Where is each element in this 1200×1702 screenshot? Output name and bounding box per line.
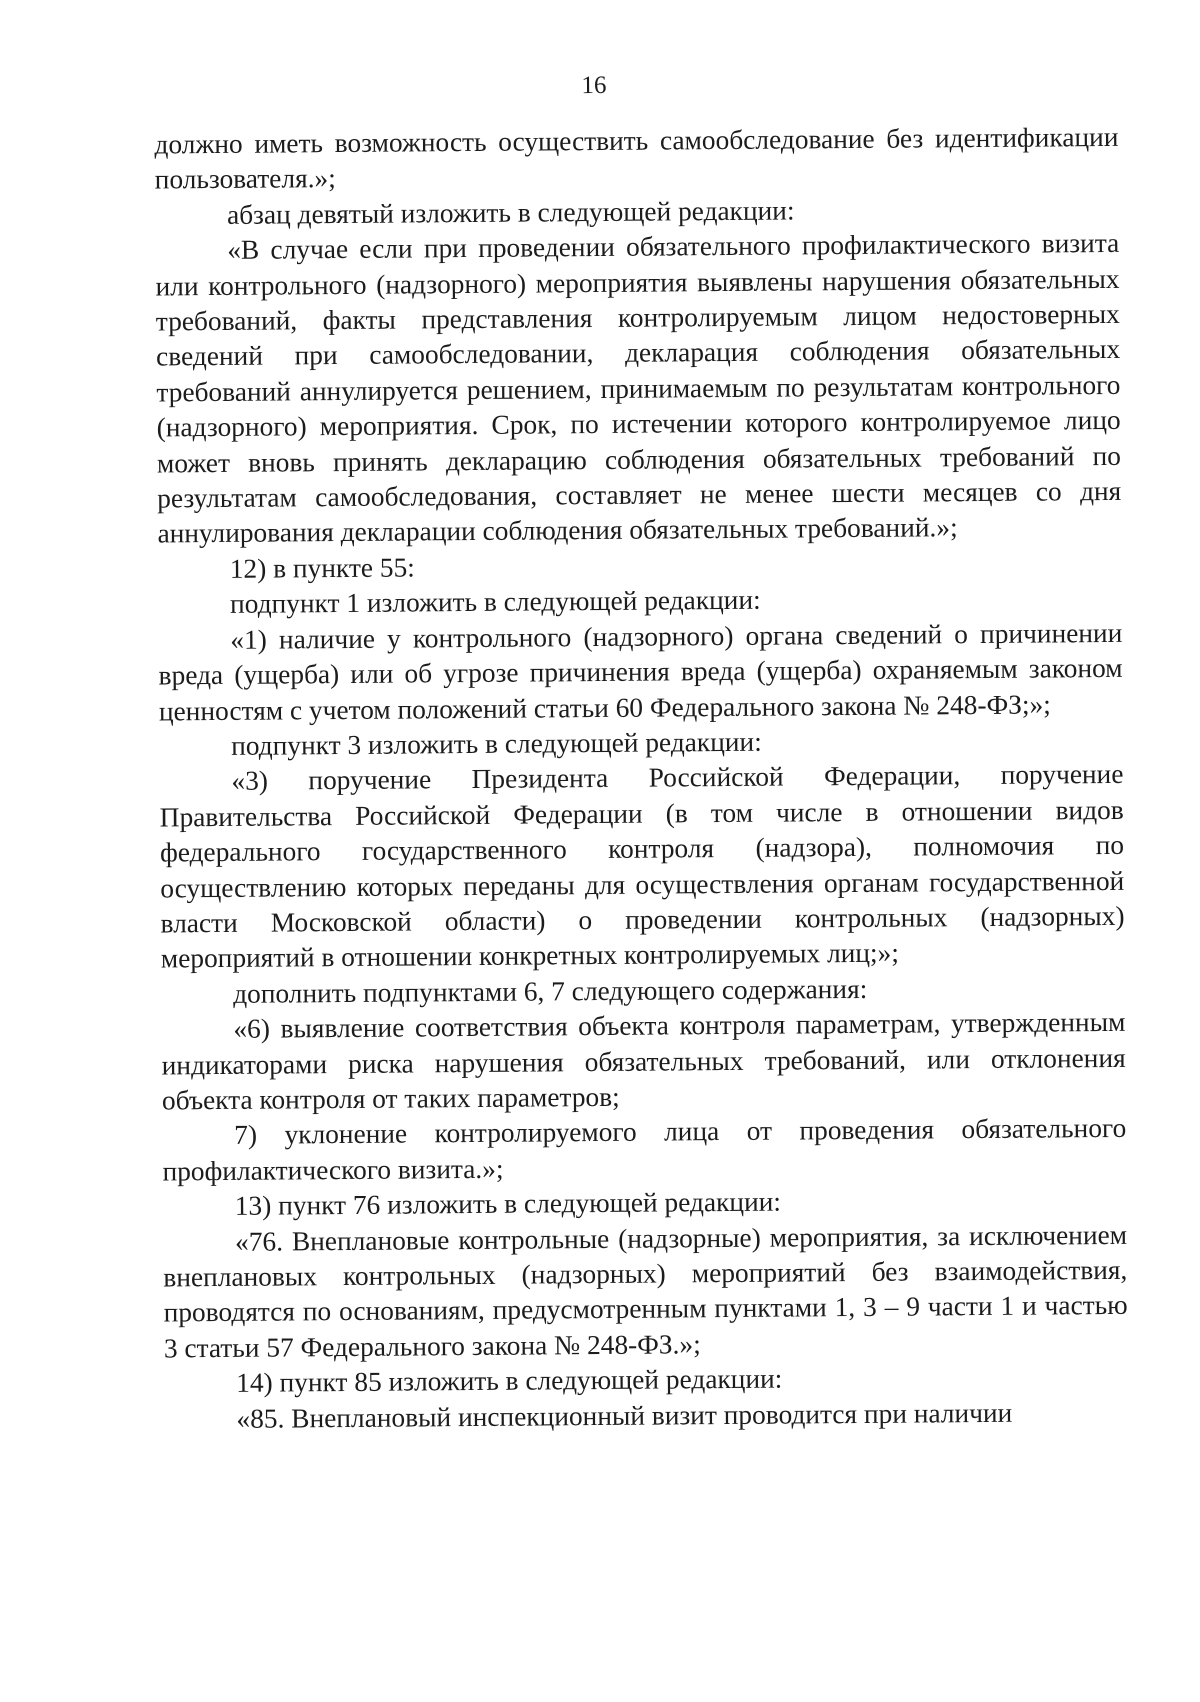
document-body [154, 120, 1128, 1438]
paragraph: дополнить подпунктами 6, 7 следующего содержания: [232, 973, 868, 1009]
paragraph: 12) в пункте 55: [229, 552, 415, 584]
paragraph: должно иметь возможность осуществить самообследование без идентификации пользователя.»; [154, 121, 1119, 195]
paragraph: «85. Внеплановый инспекционный визит проводится при наличии [236, 1397, 1013, 1434]
paragraph: 14) пункт 85 изложить в следующей редакции: [236, 1363, 783, 1399]
paragraph: подпункт 3 изложить в следующей редакции: [231, 726, 762, 761]
paragraph: подпункт 1 изложить в следующей редакции: [229, 585, 761, 620]
page-number: 16 [581, 71, 607, 100]
paragraph: «3) поручение Президента Российской Федерации, поручение Правительства Российской Федерации (в том числе в отношении видов федерального государственного контроля (надзора), полномочия по осуществлению которых переданы для осуществления органам государственной власти Московской области) о проведении контрольных (надзорных) мероприятий в отношении конкретных контролируемых лиц;»; [159, 759, 1125, 974]
paragraph: «В случае если при проведении обязательного профилактического визита или контрольного (надзорного) мероприятия выявлены нарушения обязательных требований, факты представления контролируемым лицом недостоверных сведений при самообследовании, декларация соблюдения обязательных требований аннулируется решением, принимаемым по результатам контрольного (надзорного) мероприятия. Срок, по истечении которого контролируемое лицо может вновь принять декларацию соблюдения обязательных требований по результатам самообследования, составляет не менее шести месяцев со дня аннулирования декларации соблюдения обязательных требований.»; [155, 228, 1122, 549]
paragraph: 13) пункт 76 изложить в следующей редакции: [234, 1186, 782, 1222]
paragraph: «76. Внеплановые контрольные (надзорные) мероприятия, за исключением внеплановых контрольных (надзорных) мероприятий без взаимодействия, проводятся по основаниям, предусмотренным пунктами 1, 3 – 9 части 1 и частью 3 статьи 57 Федерального закона № 248-ФЗ.»; [163, 1219, 1128, 1364]
paragraph: «6) выявление соответствия объекта контроля параметрам, утвержденным индикаторами риска нарушения обязательных требований, или отклонения объекта контроля от таких параметров; [161, 1007, 1126, 1116]
paragraph: «1) наличие у контрольного (надзорного) органа сведений о причинении вреда (ущерба) или об угрозе причинения вреда (ущерба) охраняемым законом ценностям с учетом положений статьи 60 Федерального закона № 248-ФЗ;»; [158, 617, 1123, 726]
paragraph: 7) уклонение контролируемого лица от проведения обязательного профилактического визита.»; [162, 1113, 1127, 1187]
paragraph: абзац девятый изложить в следующей редакции: [226, 195, 795, 230]
